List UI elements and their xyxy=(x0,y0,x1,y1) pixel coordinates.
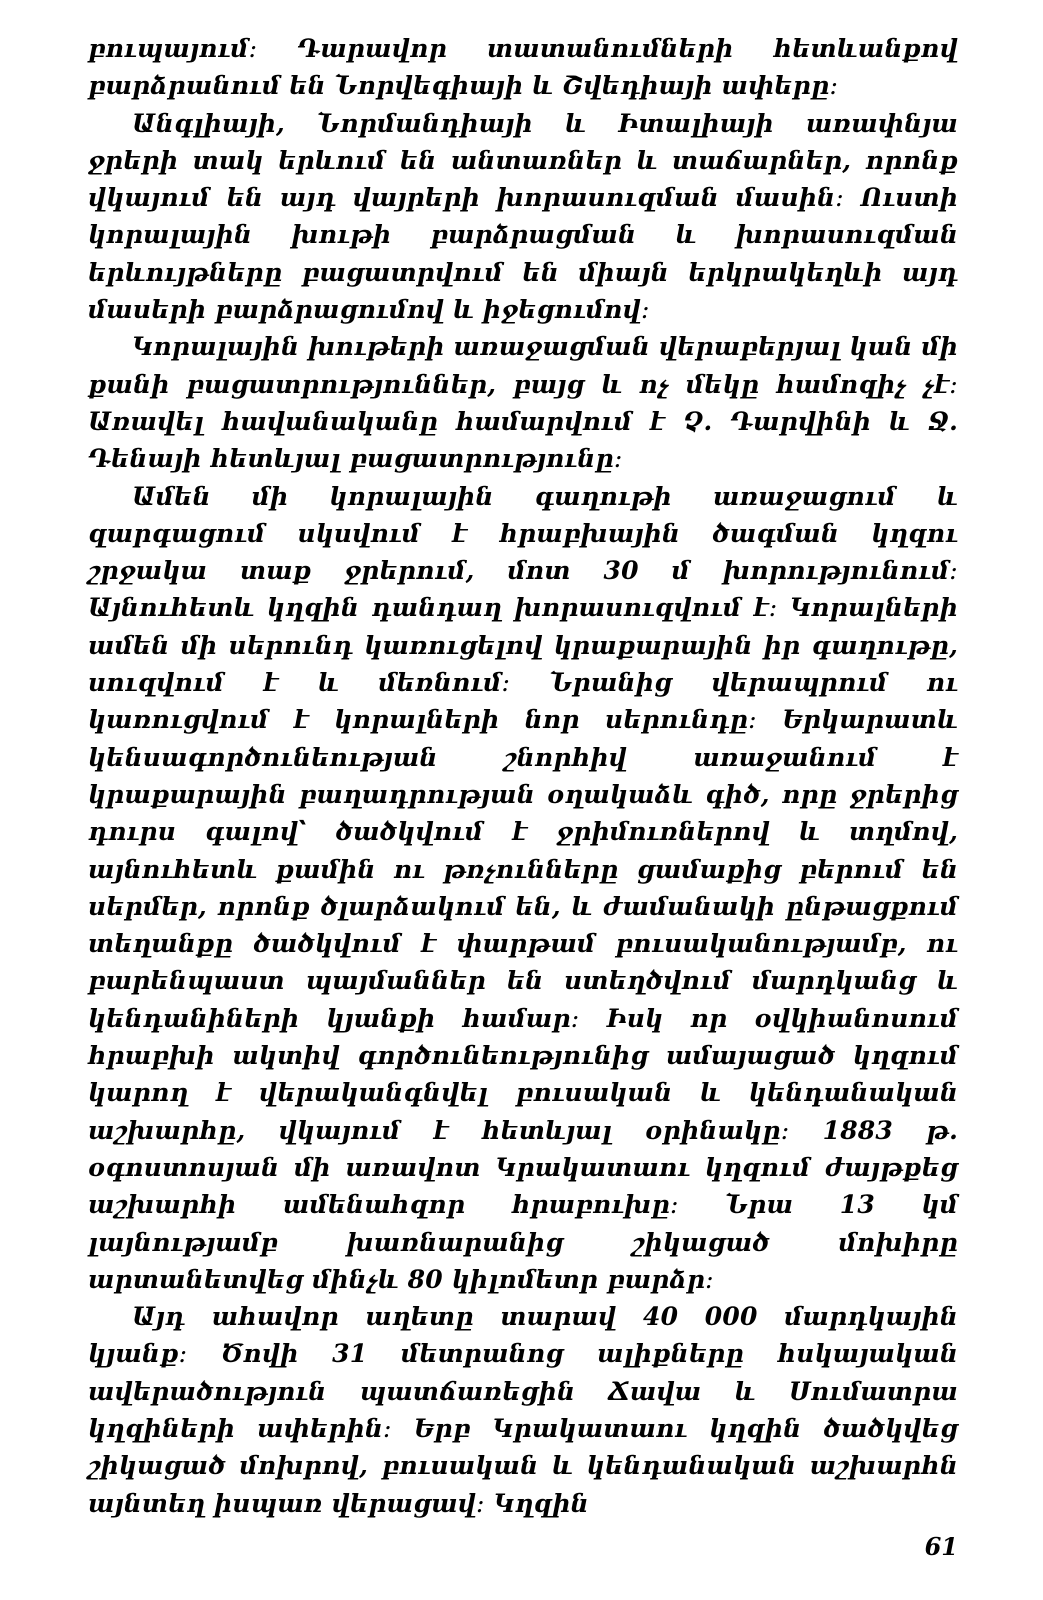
paragraph-submerged-forests: Անգլիայի, Նորմանդիայի և Իտալիայի առափնյա ջրերի տակ երևում են անտառներ և տաճարներ, որոնք վկայում են այդ վայրերի խորասուզման մասին։ Ուստի կորալային խութի բարձրացման և խորասուզման երևույթները բացատրվում են միայն երկրակեղևի այդ մասերի բարձրացումով և իջեցումով։ xyxy=(88,108,958,325)
paragraph-coral-explanations: Կորալային խութերի առաջացման վերաբերյալ կան մի քանի բացատրություններ, բայց և ոչ մեկը համոզիչ չէ։ Առավել հավանականը համարվում է Չ. Դարվինի և Ջ. Դենայի հետևյալ բացատրությունը։ xyxy=(88,332,958,474)
paragraph-coral-formation: Ամեն մի կորալային գաղութի առաջացում և զարգացում սկսվում է հրաբխային ծագման կղզու շրջակա տաք ջրերում, մոտ 30 մ խորությունում։ Այնուհետև կղզին դանդաղ խորասուզվում է։ Կորալների ամեն մի սերունդ կառուցելով կրաքարային իր գաղութը, սուզվում է և մեռնում։ Նրանից վերապրում ու կառուցվում է կորալների նոր սերունդը։ Երկարատև կենսագործունեության շնորհիվ առաջանում է կրաքարային բաղադրության օղակաձև գիծ, որը ջրերից դուրս գալով՝ ծածկվում է ջրիմուռներով և տղմով, այնուհետև քամին ու թռչունները ցամաքից բերում են սերմեր, որոնք ծլարձակում են, և ժամանակի ընթացքում տեղանքը ծածկվում է փարթամ բուսականությամբ, ու բարենպաստ պայմաններ են ստեղծվում մարդկանց և կենդանիների կյանքի համար։ Իսկ որ օվկիանոսում հրաբխի ակտիվ գործունեությունից ամայացած կղզում կարող է վերականգնվել բուսական և կենդանական աշխարհը, վկայում է հետևյալ օրինակը։ 1883 թ. օգոստոսյան մի առավոտ Կրակատաու կղզում ժայթքեց աշխարհի ամենահզոր հրաբուխը։ Նրա 13 կմ լայնությամբ խառնարանից շիկացած մոխիրը արտանետվեց մինչև 80 կիլոմետր բարձր։ xyxy=(88,481,958,1294)
body-text xyxy=(88,30,958,1522)
book-page xyxy=(88,30,958,1570)
paragraph-continuation: բուպայում։ Դարավոր տատանումների հետևանքով բարձրանում են Նորվեգիայի և Շվեդիայի ափերը։ xyxy=(88,34,958,101)
paragraph-krakatoa: Այդ ահավոր աղետը տարավ 40 000 մարդկային կյանք։ Ծովի 31 մետրանոց ալիքները հսկայական ավերածություն պատճառեցին Ճավա և Սումատրա կղզիների ափերին։ Երբ Կրակատաու կղզին ծածկվեց շիկացած մոխրով, բուսական և կենդանական աշխարհն այնտեղ իսպառ վերացավ։ Կղզին xyxy=(88,1302,958,1518)
page-number: 61 xyxy=(924,1532,958,1561)
